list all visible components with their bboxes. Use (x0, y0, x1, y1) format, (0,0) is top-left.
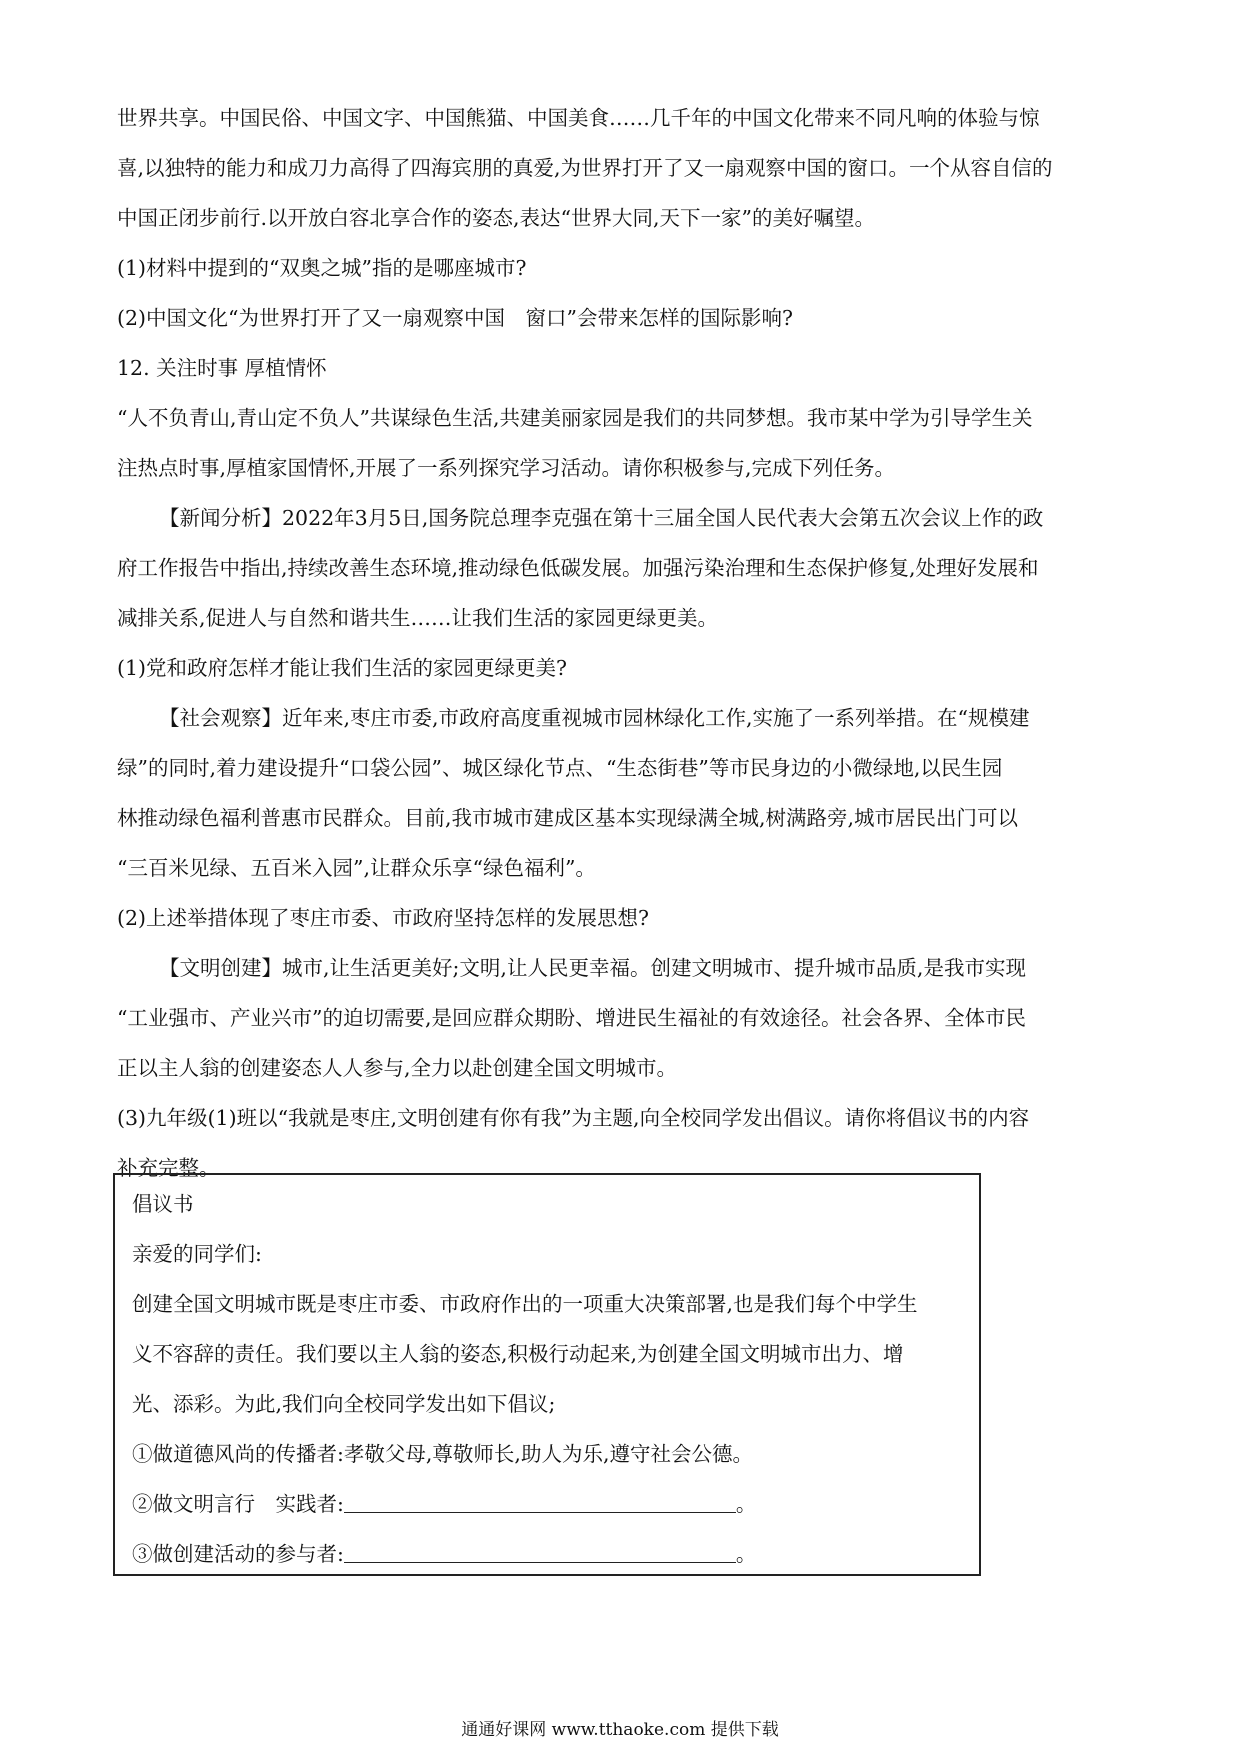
question-12-3-line-2: 补充完整。 (117, 1156, 220, 1180)
page-footer: 通通好课网 www.tthaoke.com 提供下载 (461, 1720, 779, 1740)
intro-line-3: 中国正闭步前行.以开放白容北享合作的姿态,表达“世界大同,天下一家”的美好嘱望。 (117, 206, 876, 230)
civil-line-2: “工业强市、产业兴市”的迫切需要,是回应群众期盼、增进民生福祉的有效途径。社会各界、全体市民 (117, 1006, 1026, 1030)
news-line-2: 府工作报告中指出,持续改善生态环境,推动绿色低碳发展。加强污染治理和生态保护修复,处理好发展和 (117, 556, 1039, 580)
letter-title: 倡议书 (132, 1192, 194, 1216)
civil-line-1: 【文明创建】城市,让生活更美好;文明,让人民更幸福。创建文明城市、提升城市品质,是我市实现 (159, 956, 1026, 980)
social-line-1: 【社会观察】近年来,枣庄市委,市政府高度重视城市园林绿化工作,实施了一系列举措。在“规模建 (159, 706, 1030, 730)
civil-line-3: 正以主人翁的创建姿态人人参与,全力以赴创建全国文明城市。 (117, 1056, 678, 1080)
news-line-1: 【新闻分析】2022年3月5日,国务院总理李克强在第十三届全国人民代表大会第五次会议上作的政 (159, 506, 1044, 530)
q12-intro-line-1: “人不负青山,青山定不负人”共谋绿色生活,共建美丽家园是我们的共同梦想。我市某中学为引导学生关 (117, 406, 1033, 430)
letter-body-line-2: 义不容辞的责任。我们要以主人翁的姿态,积极行动起来,为创建全国文明城市出力、增 (132, 1342, 904, 1366)
intro-line-1: 世界共享。中国民俗、中国文字、中国熊猫、中国美食……几千年的中国文化带来不同凡响的体验与惊 (117, 106, 1040, 130)
letter-greeting: 亲爱的同学们: (132, 1242, 262, 1266)
question-11-2: (2)中国文化“为世界打开了又一扇观察中国 窗口”会带来怎样的国际影响? (117, 306, 793, 330)
q12-intro-line-2: 注热点时事,厚植家国情怀,开展了一系列探究学习活动。请你积极参与,完成下列任务。 (117, 456, 896, 480)
letter-body-line-3: 光、添彩。为此,我们向全校同学发出如下倡议; (132, 1392, 556, 1416)
letter-item-1: ①做道德风尚的传播者:孝敬父母,尊敬师长,助人为乐,遵守社会公德。 (132, 1442, 753, 1466)
letter-body-line-1: 创建全国文明城市既是枣庄市委、市政府作出的一项重大决策部署,也是我们每个中学生 (132, 1292, 918, 1316)
question-11-1: (1)材料中提到的“双奥之城”指的是哪座城市? (117, 256, 527, 280)
question-12-title: 12. 关注时事 厚植情怀 (117, 356, 327, 380)
news-line-3: 减排关系,促进人与自然和谐共生……让我们生活的家园更绿更美。 (117, 606, 719, 630)
question-12-2: (2)上述举措体现了枣庄市委、市政府坚持怎样的发展思想? (117, 906, 650, 930)
social-line-3: 林推动绿色福利普惠市民群众。目前,我市城市建成区基本实现绿满全城,树满路旁,城市居民出门可以 (117, 806, 1019, 830)
answer-blank-2[interactable] (344, 1490, 736, 1513)
question-12-3-line-1: (3)九年级(1)班以“我就是枣庄,文明创建有你有我”为主题,向全校同学发出倡议。请你将倡议书的内容 (117, 1106, 1030, 1130)
social-line-4: “三百米见绿、五百米入园”,让群众乐享“绿色福利”。 (117, 856, 596, 880)
answer-blank-3[interactable] (344, 1540, 736, 1563)
intro-line-2: 喜,以独特的能力和成刀力高得了四海宾朋的真爱,为世界打开了又一扇观察中国的窗口。一个从容自信的 (117, 156, 1053, 180)
social-line-2: 绿”的同时,着力建设提升“口袋公园”、城区绿化节点、“生态街巷”等市民身边的小微绿地,以民生园 (117, 756, 1003, 780)
letter-item-3: ③做创建活动的参与者: 。 (132, 1542, 757, 1566)
proposal-letter-box (113, 1173, 981, 1576)
question-12-1: (1)党和政府怎样才能让我们生活的家园更绿更美? (117, 656, 568, 680)
letter-item-2: ②做文明言行 实践者: 。 (132, 1492, 757, 1516)
